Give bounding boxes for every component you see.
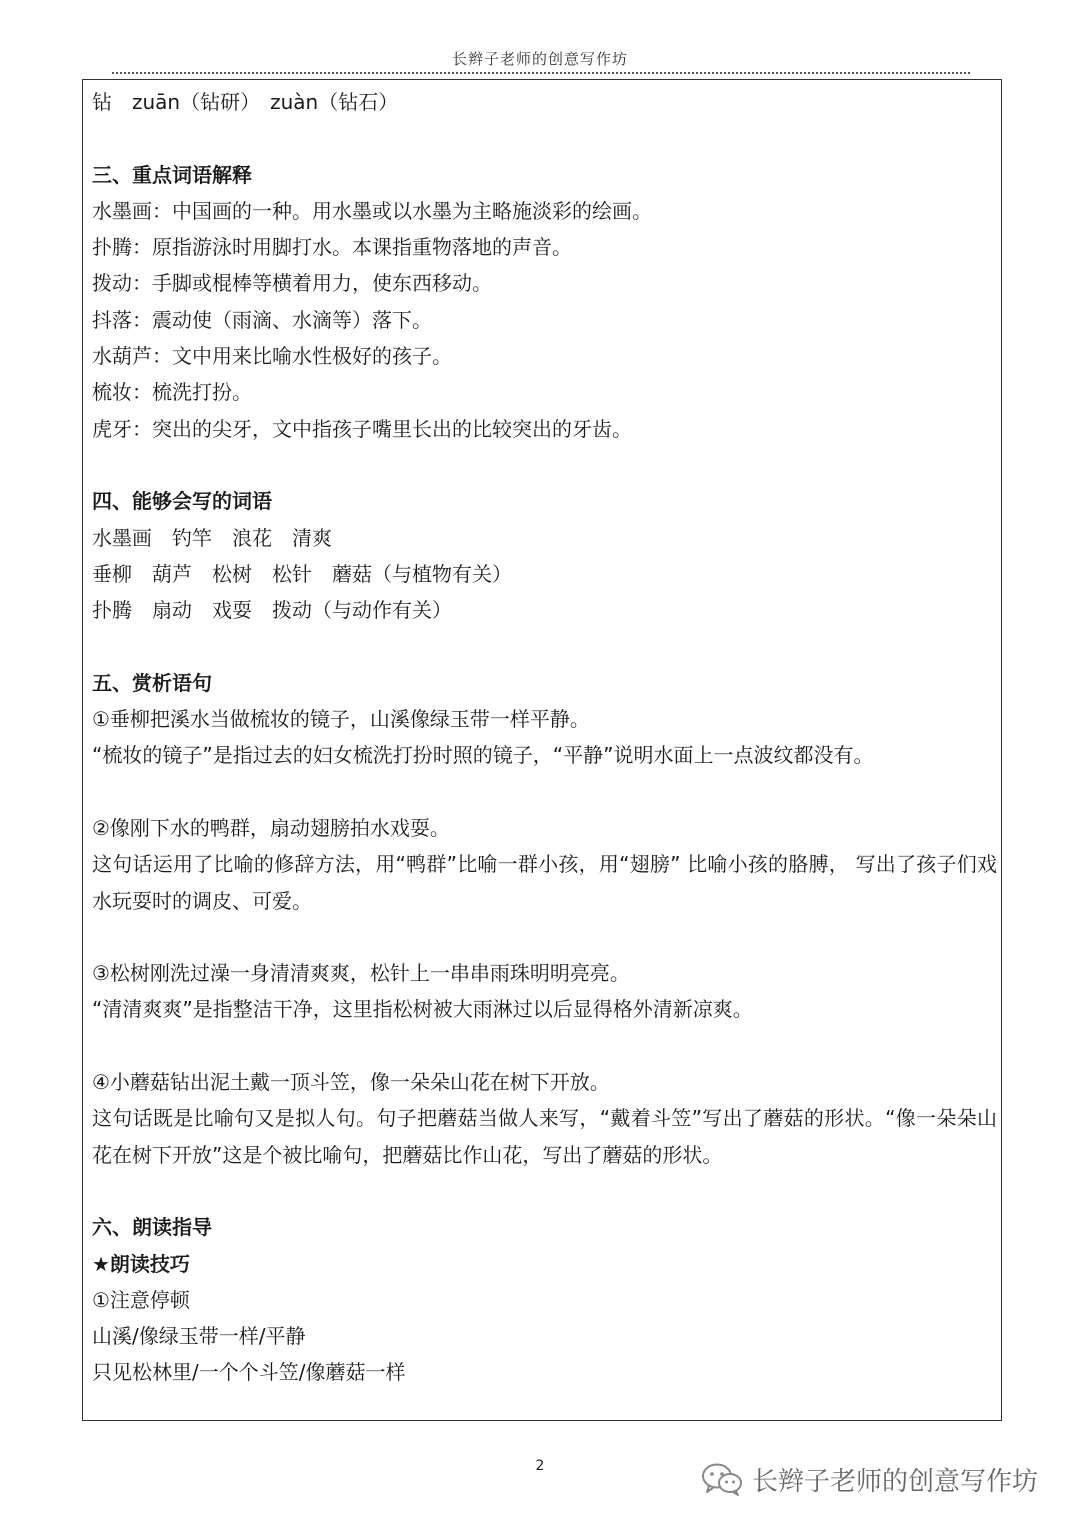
blank-line (92, 919, 997, 955)
header-divider (112, 72, 970, 74)
paragraph: 这句话运用了比喻的修辞方法，用“鸭群”比喻一群小孩，用“翅膀” 比喻小孩的胳膊， 写出了孩子们戏水玩耍时的调皮、可爱。 (92, 852, 997, 913)
section-heading: 六、朗读指导 (92, 1215, 212, 1240)
page-number: 2 (535, 1458, 545, 1474)
section-heading: ★朗读技巧 (92, 1251, 190, 1276)
blank-line (92, 447, 997, 483)
text-line: ④小蘑菇钻出泥土戴一顶斗笠，像一朵朵山花在树下开放。 (92, 1070, 610, 1095)
blank-line (92, 120, 997, 156)
text-line: 拨动：手脚或棍棒等横着用力，使东西移动。 (92, 271, 492, 296)
text-line: 扑腾 扇动 戏耍 拨动（与动作有关） (92, 598, 452, 623)
text-line: 扑腾：原指游泳时用脚打水。本课指重物落地的声音。 (92, 235, 572, 260)
paragraph: 这句话既是比喻句又是拟人句。句子把蘑菇当做人来写，“戴着斗笠”写出了蘑菇的形状。“像一朵朵山花在树下开放”这是个被比喻句，把蘑菇比作山花，写出了蘑菇的形状。 (92, 1106, 997, 1167)
text-line: ①垂柳把溪水当做梳妆的镜子，山溪像绿玉带一样平静。 (92, 707, 590, 732)
text-line: ③松树刚洗过澡一身清清爽爽，松针上一串串雨珠明明亮亮。 (92, 961, 630, 986)
text-line: ②像刚下水的鸭群，扇动翅膀拍水戏耍。 (92, 815, 450, 840)
blank-line (92, 1173, 997, 1209)
text-line: 水墨画 钓竿 浪花 清爽 (92, 525, 332, 550)
text-line: 虎牙：突出的尖牙，文中指孩子嘴里长出的比较突出的牙齿。 (92, 416, 632, 441)
blank-line (92, 628, 997, 664)
watermark (700, 1459, 1038, 1499)
watermark-text: 长辫子老师的创意写作坊 (752, 1466, 1039, 1497)
text-line: 抖落：震动使（雨滴、水滴等）落下。 (92, 307, 432, 332)
section-heading: 三、重点词语解释 (92, 162, 252, 187)
text-line: 水墨画：中国画的一种。用水墨或以水墨为主略施淡彩的绘画。 (92, 198, 652, 223)
text-line: 梳妆：梳洗打扮。 (92, 380, 252, 405)
text-line: 垂柳 葫芦 松树 松针 蘑菇（与植物有关） (92, 561, 512, 586)
text-line: 钻 zuān（钻研） zuàn（钻石） (92, 90, 399, 114)
section-heading: 四、能够会写的词语 (92, 489, 272, 514)
blank-line (92, 1028, 997, 1064)
text-line: “清清爽爽”是指整洁干净，这里指松树被大雨淋过以后显得格外清新凉爽。 (92, 997, 753, 1022)
blank-line (92, 774, 997, 810)
page-header: 长辫子老师的创意写作坊 (451, 50, 628, 68)
text-line: “梳妆的镜子”是指过去的妇女梳洗打扮时照的镜子，“平静”说明水面上一点波纹都没有。 (92, 743, 874, 768)
text-line: 山溪/像绿玉带一样/平静 (92, 1324, 306, 1349)
document-body (92, 84, 997, 1391)
wechat-icon (700, 1461, 744, 1497)
text-line: 水葫芦：文中用来比喻水性极好的孩子。 (92, 344, 452, 369)
section-heading: 五、赏析语句 (92, 670, 212, 695)
text-line: 只见松林里/一个个斗笠/像蘑菇一样 (92, 1360, 406, 1385)
text-line: ①注意停顿 (92, 1287, 190, 1312)
